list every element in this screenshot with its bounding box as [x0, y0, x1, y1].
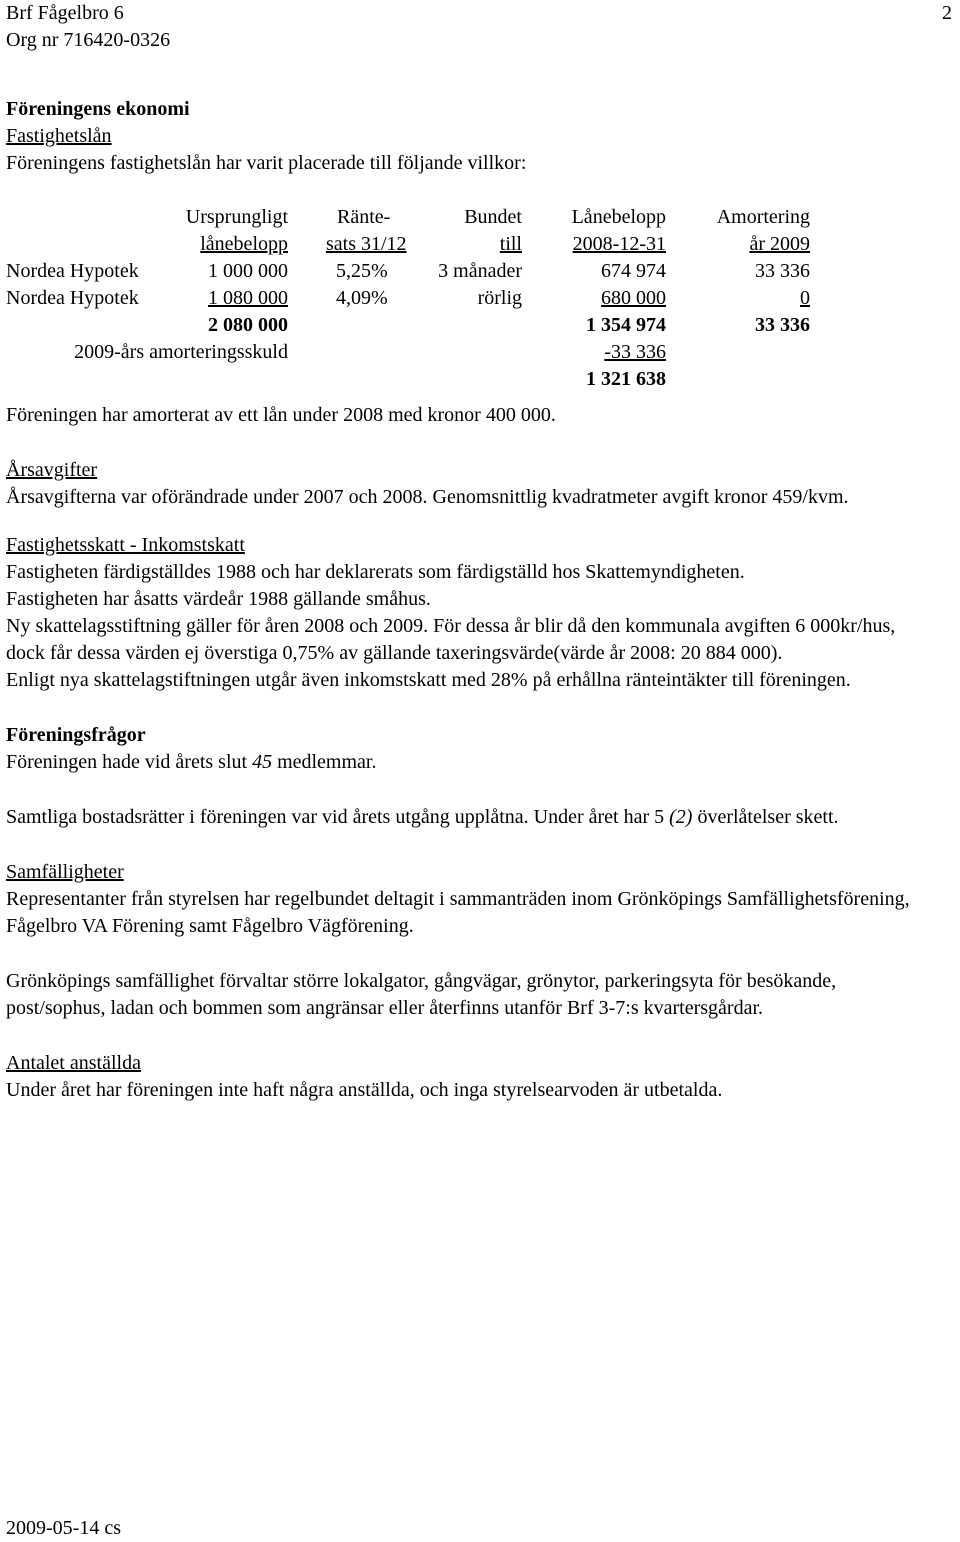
members-text-post: medlemmar.: [272, 751, 377, 773]
loans-subheading: Fastighetslån: [6, 125, 112, 147]
header-bound-1: Bundet: [464, 206, 522, 228]
tax-line-3: Ny skattelagsstiftning gäller för åren 2008 och 2009. För dessa år blir då den kommunala avgiften 6 000kr/hus, dock får dessa värden ej överstiga 0,75% av gällande taxeringsvärde(värde år 2008: 20 884 000).: [6, 615, 896, 664]
employees-heading: Antalet anställda: [6, 1052, 141, 1074]
transfers-text-post: överlåtelser skett.: [692, 806, 839, 828]
row-1-amortization: 33 336: [755, 260, 810, 282]
row-2-bound: rörlig: [477, 287, 522, 309]
total-amount: 1 354 974: [586, 314, 666, 336]
row-2-amortization: 0: [800, 287, 810, 309]
net-loan-value: 1 321 638: [586, 368, 666, 390]
header-bound-2: till: [499, 233, 522, 255]
document-body: [6, 96, 932, 1104]
total-amortization: 33 336: [755, 314, 810, 336]
tax-line-1: Fastigheten färdigställdes 1988 och har deklarerats som färdigställd hos Skattemyndigheten.: [6, 561, 745, 583]
tax-line-2: Fastigheten har åsatts värdeår 1988 gällande småhus.: [6, 588, 431, 610]
association-name: Brf Fågelbro 6: [6, 2, 124, 24]
members-count: 45: [252, 751, 273, 773]
org-number: Org nr 716420-0326: [6, 29, 171, 51]
tax-heading: Fastighetsskatt - Inkomstskatt: [6, 534, 245, 556]
row-1-amount: 674 974: [601, 260, 666, 282]
community-heading: Samfälligheter: [6, 861, 124, 883]
row-2-amount: 680 000: [601, 287, 666, 309]
members-text: [6, 749, 932, 776]
transfers-text-pre: Samtliga bostadsrätter i föreningen var vid årets utgång upplåtna. Under året har 5: [6, 806, 670, 828]
row-1-original: 1 000 000: [208, 260, 288, 282]
page-footer: 2009-05-14 cs: [6, 1517, 121, 1539]
association-heading: Föreningsfrågor: [6, 724, 146, 746]
economy-heading: Föreningens ekonomi: [6, 98, 190, 120]
row-2-lender: Nordea Hypotek: [6, 287, 139, 309]
tax-line-4: Enligt nya skattelagstiftningen utgår även inkomstskatt med 28% på erhållna ränteintäkter till föreningen.: [6, 669, 851, 691]
page-number: 2: [942, 2, 952, 24]
community-text-2: Grönköpings samfällighet förvaltar större lokalgator, gångvägar, grönytor, parkeringsyta för besökande, post/sophus, ladan och bommen som angränsar eller återfinns utanför Brf 3-7:s kvartersgårdar.: [6, 970, 837, 1019]
loans-table: [6, 204, 932, 400]
amortization-debt-label: 2009-års amorteringsskuld: [74, 341, 288, 363]
header-original-2: lånebelopp: [200, 233, 288, 255]
total-original: 2 080 000: [208, 314, 288, 336]
header-rate-1: Ränte-: [337, 206, 391, 228]
header-amount-1: Lånebelopp: [571, 206, 666, 228]
row-1-rate: 5,25%: [336, 260, 388, 282]
row-2-rate: 4,09%: [336, 287, 388, 309]
employees-text: Under året har föreningen inte haft några anställda, och inga styrelsearvoden är utbetalda.: [6, 1079, 723, 1101]
amortization-debt-value: -33 336: [604, 341, 666, 363]
amortized-text: Föreningen har amorterat av ett lån under 2008 med kronor 400 000.: [6, 404, 556, 426]
members-text-pre: Föreningen hade vid årets slut: [6, 751, 253, 773]
community-text-1: Representanter från styrelsen har regelbundet deltagit i sammanträden inom Grönköpings Samfällighetsförening, Fågelbro VA Förening samt Fågelbro Vägförening.: [6, 888, 910, 937]
fees-heading: Årsavgifter: [6, 459, 98, 481]
header-amount-2: 2008-12-31: [572, 233, 666, 255]
header-rate-2: sats 31/12: [326, 233, 407, 255]
row-2-original: 1 080 000: [208, 287, 288, 309]
header-original-1: Ursprungligt: [185, 206, 288, 228]
header-amortization-1: Amortering: [716, 206, 810, 228]
transfers-text: [6, 804, 932, 831]
transfers-previous-year: (2): [669, 806, 693, 828]
row-1-bound: 3 månader: [438, 260, 522, 282]
header-amortization-2: år 2009: [749, 233, 810, 255]
row-1-lender: Nordea Hypotek: [6, 260, 139, 282]
page-header: [6, 0, 952, 54]
loans-intro: Föreningens fastighetslån har varit placerade till följande villkor:: [6, 152, 527, 174]
fees-text: Årsavgifterna var oförändrade under 2007 och 2008. Genomsnittlig kvadratmeter avgift kronor 459/kvm.: [6, 486, 849, 508]
